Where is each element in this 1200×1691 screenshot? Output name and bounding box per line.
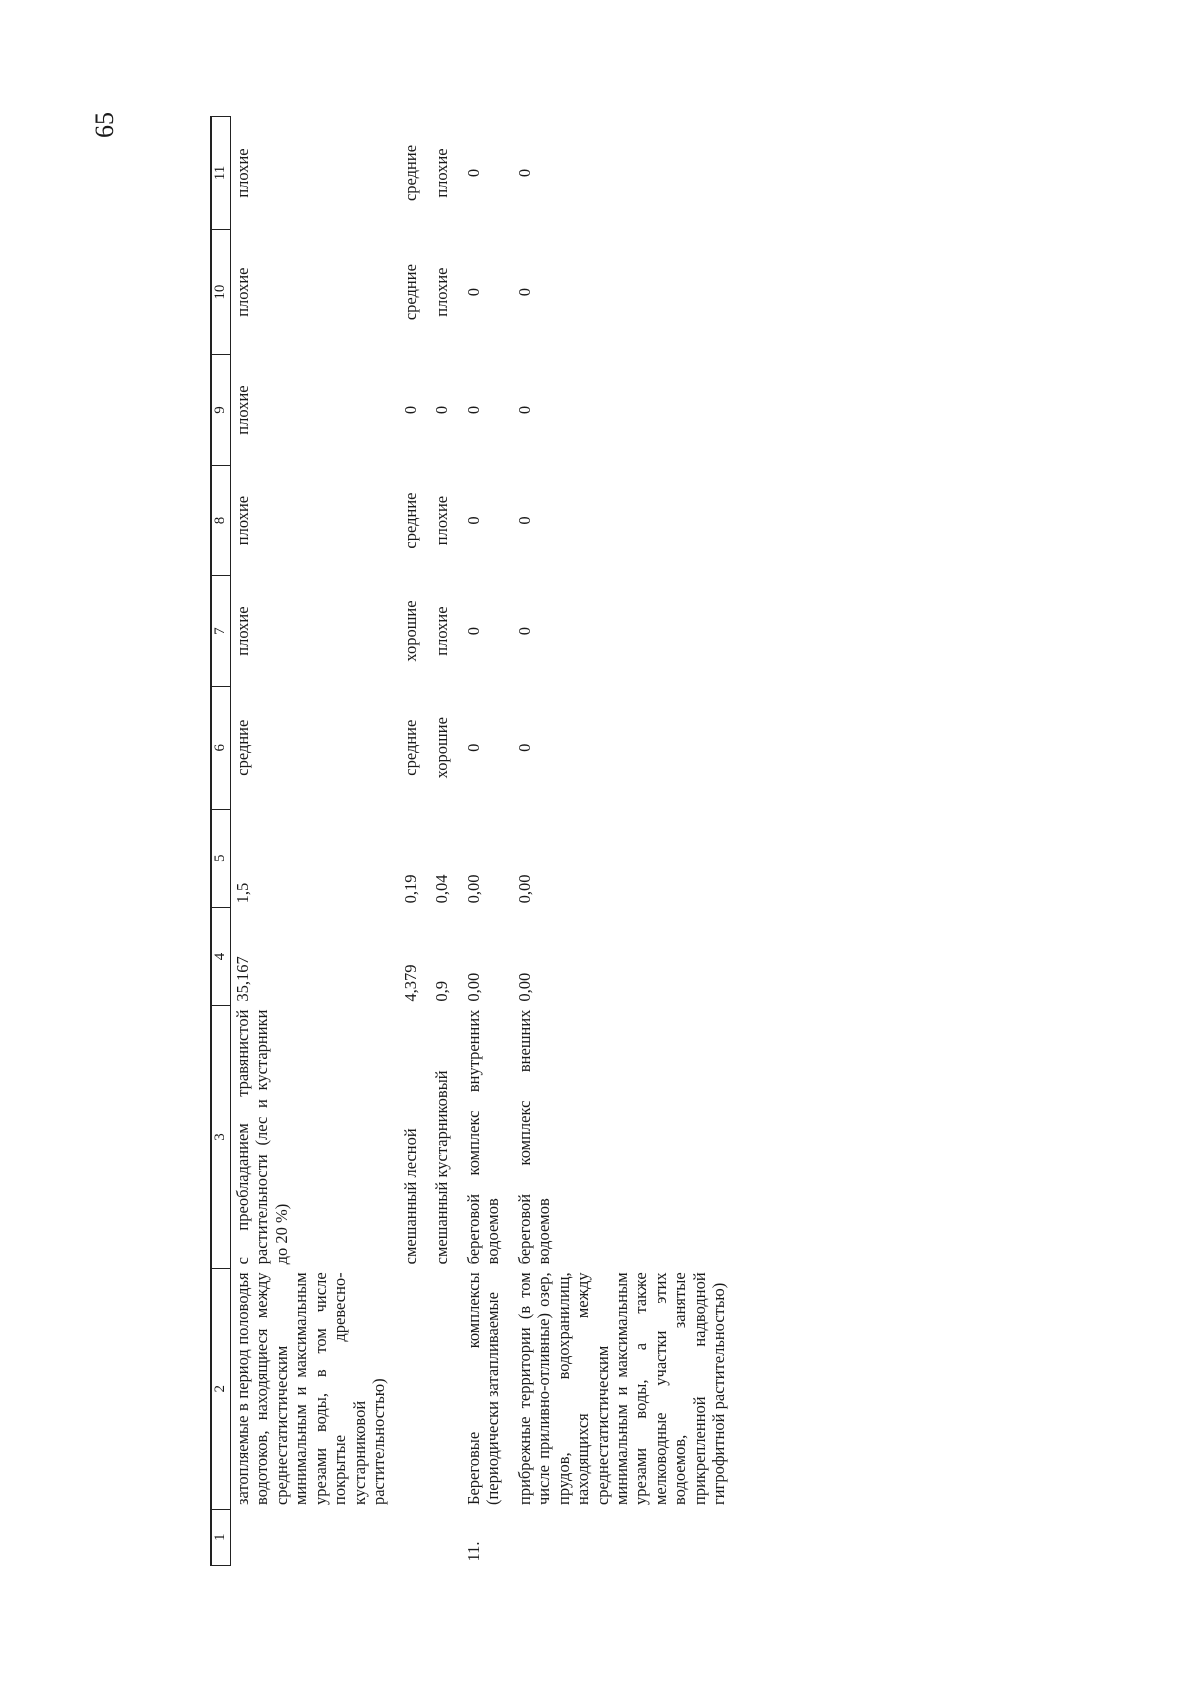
subtype-cell: с преобладанием травянистой растительности (лес и кустарники до 20 %) [233,1009,291,1265]
table-row [231,117,399,1566]
value-cell: 0,00 [463,874,483,904]
rating-cell: 0 [514,626,534,636]
column-header: 11 [211,117,231,230]
column-header: 10 [211,230,231,355]
row-number [399,1509,430,1565]
category-cell [399,1268,430,1509]
column-header: 5 [211,809,231,907]
rating-cell: 0 [463,405,483,415]
rating-cell: 0 [432,405,452,415]
rating-cell: 0 [463,288,483,297]
rating-cell: 0 [463,743,483,752]
row-number [513,1509,739,1565]
rating-cell: плохие [233,495,252,546]
rating-cell: плохие [233,148,252,198]
rotated-table-container [210,116,910,1566]
rating-cell: средние [233,719,252,776]
column-header: 3 [211,1006,231,1269]
rating-cell: средние [400,264,420,321]
column-header: 1 [211,1509,231,1565]
value-cell: 0,04 [432,874,452,904]
rating-cell: средние [400,719,420,776]
table-row [399,117,430,1566]
column-header: 8 [211,465,231,576]
data-table [210,116,739,1566]
category-cell: Береговые комплексы (периодически затапливаемые [463,1272,503,1506]
column-header: 7 [211,576,231,687]
rating-cell: 0 [463,168,483,178]
rating-cell: 0 [514,288,534,297]
rating-cell: 0 [400,405,420,415]
row-number [430,1509,461,1565]
category-cell: прибрежные территории (в том числе приливно-отливные) озер, прудов, водохранилищ, находящихся между среднестатистическим минимальным и максимальным урезами воды, а также мелководные участки этих водоемов, занятые прикрепленной надводной гигрофитной растительностью) [514,1272,729,1506]
rating-cell: плохие [432,606,452,656]
value-cell: 0,00 [514,874,534,904]
rating-cell: 0 [463,516,483,525]
rating-cell: средние [400,492,420,549]
row-number [231,1509,399,1565]
rating-cell: 0 [514,516,534,525]
value-cell: 0,9 [432,980,452,1002]
rating-cell: 0 [514,743,534,752]
value-cell: 0,19 [400,874,420,904]
subtype-cell: береговой комплекс внешних водоемов [514,1009,554,1265]
rating-cell: 0 [514,168,534,178]
subtype-cell: смешанный кустарниковый [432,1070,452,1265]
category-cell [430,1268,461,1509]
rating-cell: плохие [432,267,452,317]
rating-cell: плохие [432,148,452,198]
rating-cell: хорошие [432,717,452,779]
value-cell: 35,167 [233,956,252,1002]
rating-cell: средние [400,144,420,202]
rating-cell: плохие [432,495,452,546]
row-number: 11. [463,1541,483,1562]
value-cell: 4,379 [400,964,420,1002]
table-row [430,117,461,1566]
page-number: 65 [90,112,119,138]
value-cell: 0,00 [514,972,534,1002]
header-row [211,117,231,1566]
subtype-cell: смешанный лесной [400,1128,420,1265]
rating-cell: хорошие [400,600,420,662]
rating-cell: 0 [463,626,483,636]
rating-cell: 0 [514,405,534,415]
value-cell: 0,00 [463,972,483,1002]
table-row [462,117,513,1566]
rating-cell: плохие [233,385,252,435]
rating-cell: плохие [233,267,252,317]
category-cell: затопляемые в период половодья водотоков, находящиеся между среднестатистическим минимальным и максимальным урезами воды, в том числе покрытые древесно-кустарниковой растительностью) [233,1272,389,1506]
value-cell: 1,5 [233,882,252,904]
column-header: 6 [211,686,231,809]
column-header: 9 [211,355,231,466]
rating-cell: плохие [233,606,252,656]
column-header: 4 [211,907,231,1005]
table-row [513,117,739,1566]
subtype-cell: береговой комплекс внутренних водоемов [463,1009,503,1265]
column-header: 2 [211,1268,231,1509]
